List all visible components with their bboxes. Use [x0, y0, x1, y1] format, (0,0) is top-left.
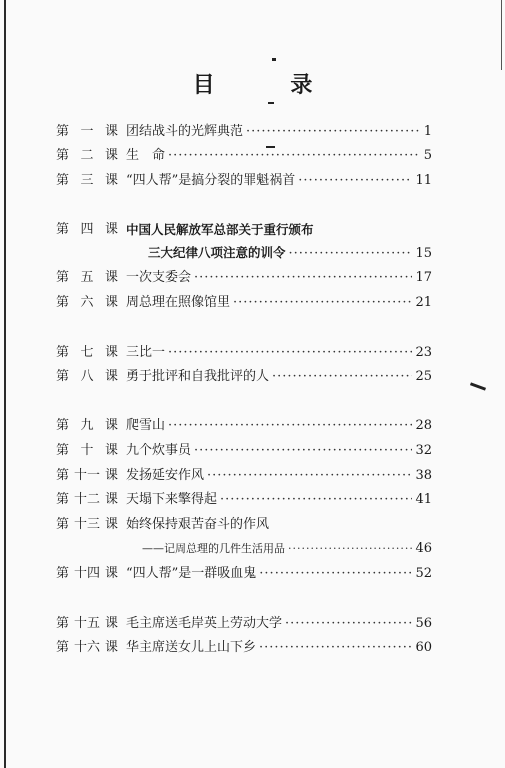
page-number: 21: [415, 295, 432, 310]
lesson-number: 第 十 课: [56, 443, 118, 458]
leader-dots: [194, 268, 412, 288]
toc-entry: [0, 122, 505, 142]
lesson-title: 华主席送女儿上山下乡: [126, 640, 257, 655]
lesson-number: 第 三 课: [56, 173, 118, 188]
page-number: 46: [415, 541, 432, 556]
lesson-title: 周总理在照像馆里: [126, 295, 231, 310]
toc-entry: [0, 268, 505, 288]
leader-dots: [272, 367, 412, 387]
toc-entry: [0, 564, 505, 584]
scan-speck: [272, 58, 276, 61]
toc-entry: [0, 367, 505, 387]
lesson-number: 第 十一 课: [56, 468, 118, 483]
lesson-number: 第 十四 课: [56, 566, 118, 581]
toc-entry-continuation: [0, 243, 505, 263]
lesson-number: 第 一 课: [56, 124, 118, 139]
page-number: 60: [415, 640, 432, 655]
lesson-number: 第 十二 课: [56, 492, 118, 507]
lesson-number: 第 五 课: [56, 270, 118, 285]
leader-dots: [246, 122, 419, 142]
toc-entry-continuation: [0, 539, 505, 559]
page-number: 25: [415, 369, 432, 384]
leader-dots: [298, 171, 412, 191]
toc-entry: [0, 293, 505, 313]
lesson-number: 第 四 课: [56, 222, 118, 237]
lesson-title: 生 命: [126, 148, 166, 163]
lesson-title: “四人帮”是一群吸血鬼: [126, 566, 257, 581]
page-number: 11: [415, 173, 432, 188]
leader-dots: [194, 441, 412, 461]
toc-entry: [0, 515, 505, 535]
lesson-number: 第 九 课: [56, 418, 118, 433]
leader-dots: [207, 466, 412, 486]
lesson-title: 发扬延安作风: [126, 468, 205, 483]
lesson-title: 天塌下来擎得起: [126, 492, 218, 507]
lesson-title: 团结战斗的光辉典范: [126, 124, 244, 139]
lesson-title: 毛主席送毛岸英上劳动大学: [126, 616, 283, 631]
leader-dots: [233, 293, 412, 313]
lesson-title: 三大纪律八项注意的训令: [148, 245, 286, 260]
lesson-title: 始终保持艰苦奋斗的作风: [126, 517, 270, 532]
leader-dots: [259, 564, 412, 584]
lesson-title: 九个炊事员: [126, 443, 192, 458]
toc-entry: [0, 146, 505, 166]
leader-dots: [168, 416, 412, 436]
page-number: 17: [415, 270, 432, 285]
toc-entry: [0, 638, 505, 658]
toc-entry: [0, 466, 505, 486]
lesson-title: 勇于批评和自我批评的人: [126, 369, 270, 384]
toc-entry: [0, 614, 505, 634]
page-number: 32: [415, 443, 432, 458]
lesson-title: 中国人民解放军总部关于重行颁布: [126, 222, 314, 237]
leader-dots: [289, 244, 413, 264]
page-number: 5: [423, 148, 432, 163]
toc-entry: [0, 416, 505, 436]
leader-dots: [288, 539, 412, 559]
leader-dots: [168, 146, 419, 166]
page-number: 38: [415, 468, 432, 483]
page-title: 目 录: [192, 73, 347, 98]
toc-entry: [0, 171, 505, 191]
page-number: 56: [415, 616, 432, 631]
lesson-number: 第 二 课: [56, 148, 118, 163]
page-edge-right: [501, 0, 502, 70]
toc-entry: [0, 490, 505, 510]
leader-dots: [259, 638, 412, 658]
leader-dots: [285, 614, 412, 634]
lesson-number: 第 十六 课: [56, 640, 118, 655]
leader-dots: [220, 490, 412, 510]
lesson-number: 第 七 课: [56, 345, 118, 360]
lesson-number: 第 十五 课: [56, 616, 118, 631]
page-number: 52: [415, 566, 432, 581]
lesson-number: 第 八 课: [56, 369, 118, 384]
leader-dots: [168, 343, 412, 363]
scan-speck: [268, 102, 274, 104]
lesson-title: 一次支委会: [126, 270, 192, 285]
lesson-number: 第 十三 课: [56, 517, 118, 532]
lesson-title: “四人帮”是搞分裂的罪魁祸首: [126, 173, 296, 188]
page-number: 41: [415, 492, 432, 507]
lesson-number: 第 六 课: [56, 295, 118, 310]
lesson-title: 三比一: [126, 345, 166, 360]
page-number: 28: [415, 418, 432, 433]
toc-entry: [0, 220, 505, 240]
toc-entry: [0, 343, 505, 363]
lesson-subtitle: ——记周总理的几件生活用品: [142, 542, 285, 555]
page-number: 23: [415, 345, 432, 360]
lesson-title: 爬雪山: [126, 418, 166, 433]
page-number: 15: [415, 246, 432, 261]
toc-entry: [0, 441, 505, 461]
page-number: 1: [423, 124, 432, 139]
